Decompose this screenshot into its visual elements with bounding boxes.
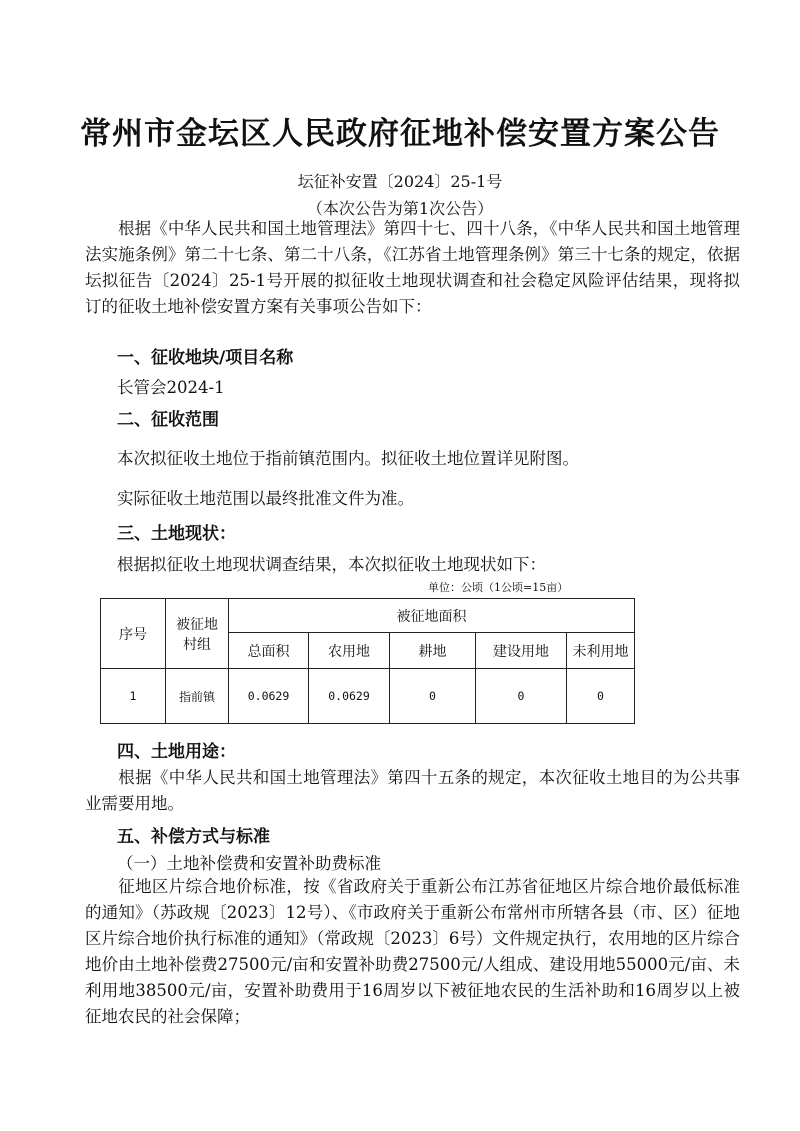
scope-text-1: 本次拟征收土地位于指前镇范围内。拟征收土地位置详见附图。	[117, 449, 579, 468]
land-status-table	[100, 598, 635, 724]
project-name: 长管会2024-1	[117, 378, 225, 397]
land-use-text: 根据《中华人民共和国土地管理法》第四十五条的规定，本次征收土地目的为公共事业需要用地。	[85, 768, 740, 813]
section-3-heading: 三、土地现状：	[117, 524, 236, 544]
header-unused: 未利用地	[567, 633, 635, 669]
section-5-heading: 五、补偿方式与标准	[117, 827, 270, 847]
cell-construction: 0	[476, 669, 567, 724]
scope-text-2: 实际征收土地范围以最终批准文件为准。	[117, 489, 414, 508]
table-header-row	[101, 599, 635, 633]
unit-note: 单位：公顷（1公顷=15亩）	[428, 581, 569, 594]
section-4-heading: 四、土地用途：	[117, 742, 236, 762]
header-village	[166, 599, 229, 669]
header-index: 序号	[101, 599, 166, 669]
intro-text: 根据《中华人民共和国土地管理法》第四十七、四十八条，《中华人民共和国土地管理法实施条例》第二十七条、第二十八条，《江苏省土地管理条例》第三十七条的规定，依据坛拟征告〔2024〕25-1号开展的拟征收土地现状调查和社会稳定风险评估结果，现将拟订的征收土地补偿安置方案有关事项公告如下：	[85, 219, 740, 316]
header-construction: 建设用地	[476, 633, 567, 669]
cell-unused: 0	[567, 669, 635, 724]
page-title: 常州市金坛区人民政府征地补偿安置方案公告	[80, 116, 720, 152]
subsection-1-heading: （一）土地补偿费和安置补助费标准	[117, 854, 381, 873]
intro-paragraph	[85, 216, 740, 320]
document-number: 坛征补安置〔2024〕25-1号	[297, 172, 503, 191]
notice-count: （本次公告为第1次公告）	[306, 199, 494, 218]
header-total: 总面积	[229, 633, 309, 669]
compensation-text: 征地区片综合地价标准，按《省政府关于重新公布江苏省征地区片综合地价最低标准的通知》（苏政规〔2023〕12号）、《市政府关于重新公布常州市所辖各县（市、区）征地区片综合地价执行标准的通知》（常政规〔2023〕6号）文件规定执行，农用地的区片综合地价由土地补偿费27500元/亩和安置补助费27500元/人组成、建设用地55000元/亩、未利用地38500元/亩，安置补助费用于16周岁以下被征地农民的生活补助和16周岁以上被征地农民的社会保障；	[85, 877, 740, 1026]
land-use-paragraph	[85, 765, 740, 817]
compensation-paragraph	[85, 874, 740, 1030]
header-area-group: 被征地面积	[229, 599, 635, 633]
header-agri: 农用地	[309, 633, 390, 669]
header-village-text: 被征地村组	[176, 616, 218, 653]
section-1-heading: 一、征收地块/项目名称	[117, 348, 294, 368]
land-status-intro: 根据拟征收土地现状调查结果，本次拟征收土地现状如下：	[117, 555, 546, 574]
cell-agri: 0.0629	[309, 669, 390, 724]
cell-index: 1	[101, 669, 166, 724]
table-row	[101, 669, 635, 724]
cell-village: 指前镇	[166, 669, 229, 724]
section-2-heading: 二、征收范围	[117, 410, 219, 430]
header-arable: 耕地	[390, 633, 476, 669]
cell-total: 0.0629	[229, 669, 309, 724]
cell-arable: 0	[390, 669, 476, 724]
